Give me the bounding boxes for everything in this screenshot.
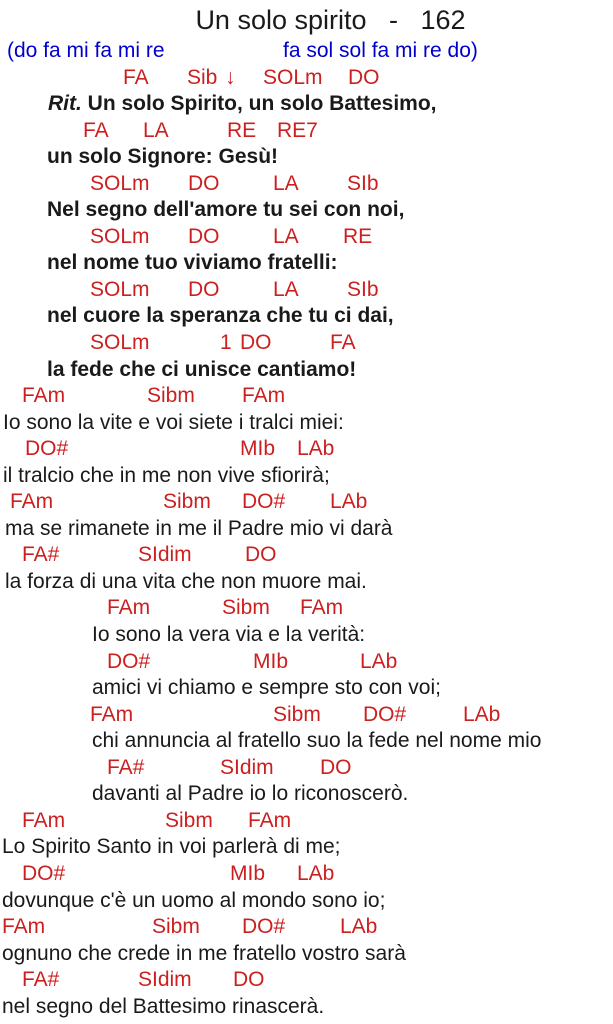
chord-token: DO xyxy=(188,277,220,301)
chord-token: FAm xyxy=(90,702,134,726)
chord-line xyxy=(0,118,613,145)
chord-line xyxy=(0,489,613,516)
lyric-line xyxy=(0,888,613,915)
chord-line xyxy=(0,861,613,888)
chord-line xyxy=(0,171,613,198)
chord-token: LAb xyxy=(297,861,335,885)
lyric-text: nel cuore la speranza che tu ci dai, xyxy=(47,304,394,328)
chord-token: FAm xyxy=(2,915,46,939)
lyric-text: ognuno che crede in me fratello vostro sarà xyxy=(2,941,406,965)
chord-token: DO# xyxy=(242,915,286,939)
chord-token: FAm xyxy=(248,808,292,832)
lyric-line xyxy=(0,834,613,861)
chord-token: LA xyxy=(273,224,299,248)
lyric-text: Io sono la vite e voi siete i tralci miei: xyxy=(3,410,344,434)
lyric-text: nel segno del Battesimo rinascerà. xyxy=(2,994,325,1018)
chord-token: DO# xyxy=(22,861,66,885)
chord-token: Sibm xyxy=(163,490,211,514)
intro-solfege-line xyxy=(0,38,613,65)
chord-token: FAm xyxy=(22,384,66,408)
lyric-line xyxy=(0,569,613,596)
chord-token: SOLm xyxy=(90,277,150,301)
lyric-line xyxy=(0,728,613,755)
chord-token: FA# xyxy=(22,543,60,567)
chord-token: SIdim xyxy=(138,543,192,567)
chord-token: FAm xyxy=(10,490,54,514)
lyric-text: nel nome tuo viviamo fratelli: xyxy=(47,251,338,275)
lyric-line xyxy=(0,357,613,384)
chord-token: DO# xyxy=(25,437,69,461)
chord-token: Sibm xyxy=(222,596,270,620)
chord-line xyxy=(0,595,613,622)
chord-token: LA xyxy=(143,118,169,142)
chord-token: DO xyxy=(188,224,220,248)
chord-token: DO# xyxy=(242,490,286,514)
chord-token: FA xyxy=(123,65,149,89)
chord-token: RE xyxy=(227,118,257,142)
chord-token: RE xyxy=(343,224,373,248)
chord-token: MIb xyxy=(230,861,266,885)
chord-token: SIb xyxy=(347,277,379,301)
lyric-line xyxy=(0,994,613,1021)
lyric-text: chi annuncia al fratello suo la fede nel nome mio xyxy=(92,729,542,753)
chord-token: DO xyxy=(240,331,272,355)
chord-line xyxy=(0,277,613,304)
chord-token: DO xyxy=(245,543,277,567)
lyric-text: un solo Signore: Gesù! xyxy=(47,145,279,169)
chord-line xyxy=(0,649,613,676)
chord-token: SIb xyxy=(347,171,379,195)
chord-token: SIdim xyxy=(138,968,192,992)
chord-token: MIb xyxy=(253,649,289,673)
lyric-text: Lo Spirito Santo in voi parlerà di me; xyxy=(2,835,341,859)
chord-token: MIb xyxy=(240,437,276,461)
chord-line xyxy=(0,330,613,357)
chord-token: FAm xyxy=(300,596,344,620)
chord-token: LAb xyxy=(330,490,368,514)
lyric-line xyxy=(0,941,613,968)
chord-token: DO# xyxy=(363,702,407,726)
lyric-line xyxy=(0,622,613,649)
lyric-line xyxy=(0,144,613,171)
chord-token: FA xyxy=(330,331,356,355)
chord-line xyxy=(0,542,613,569)
lyric-text: Nel segno dell'amore tu sei con noi, xyxy=(47,198,405,222)
lyric-line xyxy=(0,675,613,702)
chord-line xyxy=(0,914,613,941)
lyric-text: Io sono la vera via e la verità: xyxy=(92,623,366,647)
lyric-line xyxy=(0,410,613,437)
lyric-text: Un solo Spirito, un solo Battesimo, xyxy=(81,92,437,116)
chord-token: DO xyxy=(320,755,352,779)
chord-line xyxy=(0,65,613,92)
lyric-line xyxy=(0,91,613,118)
chord-token: Sibm xyxy=(152,915,200,939)
chord-token: Sibm xyxy=(273,702,321,726)
lyric-line xyxy=(0,781,613,808)
lyric-text: la forza di una vita che non muore mai. xyxy=(5,569,367,593)
lyric-line xyxy=(0,516,613,543)
lyric-text: davanti al Padre io lo riconoscerò. xyxy=(92,782,409,806)
chord-token: Sibm xyxy=(165,808,213,832)
song-title: Un solo spirito - 162 xyxy=(195,5,466,35)
chord-line xyxy=(0,224,613,251)
refrain-marker: Rit. xyxy=(48,92,82,116)
chord-token: Sib xyxy=(187,65,218,89)
chord-token: Sibm xyxy=(147,384,195,408)
chord-line xyxy=(0,383,613,410)
chord-line xyxy=(0,755,613,782)
solfege-token: (do fa mi fa mi re xyxy=(7,39,165,62)
chord-token: LA xyxy=(273,171,299,195)
chord-token: SOLm xyxy=(263,65,323,89)
chord-token: 1 xyxy=(220,331,232,355)
chord-line xyxy=(0,808,613,835)
chord-token: SOLm xyxy=(90,331,150,355)
lyric-line xyxy=(0,463,613,490)
chord-token: DO# xyxy=(107,649,151,673)
chord-token: SOLm xyxy=(90,171,150,195)
chord-token: FA xyxy=(83,118,109,142)
chord-token: DO xyxy=(348,65,380,89)
chord-token: FA# xyxy=(22,968,60,992)
lyric-text: dovunque c'è un uomo al mondo sono io; xyxy=(2,888,386,912)
chord-line xyxy=(0,967,613,994)
chord-token: DO xyxy=(188,171,220,195)
lyric-text: amici vi chiamo e sempre sto con voi; xyxy=(92,676,441,700)
chord-token: SIdim xyxy=(220,755,274,779)
chord-token: DO xyxy=(233,968,265,992)
chord-line xyxy=(0,702,613,729)
chord-line xyxy=(0,436,613,463)
lyric-text: la fede che ci unisce cantiamo! xyxy=(47,357,357,381)
lyric-line xyxy=(0,197,613,224)
lyric-line xyxy=(0,303,613,330)
chord-token: FAm xyxy=(107,596,151,620)
solfege-token: fa sol sol fa mi re do) xyxy=(283,39,478,62)
chord-token: LA xyxy=(273,277,299,301)
lyric-text: ma se rimanete in me il Padre mio vi darà xyxy=(5,516,393,540)
chord-token: FAm xyxy=(22,808,66,832)
chord-token: FA# xyxy=(107,755,145,779)
down-arrow-icon: ↓ xyxy=(225,65,236,89)
chord-token: FAm xyxy=(242,384,286,408)
lyric-line xyxy=(0,250,613,277)
song-lines xyxy=(0,38,613,1020)
chord-token: LAb xyxy=(297,437,335,461)
lyric-text: il tralcio che in me non vive sfiorirà; xyxy=(3,463,330,487)
chord-token: SOLm xyxy=(90,224,150,248)
chord-token: LAb xyxy=(463,702,501,726)
chord-token: LAb xyxy=(360,649,398,673)
chord-token: LAb xyxy=(340,915,378,939)
chord-token: RE7 xyxy=(277,118,318,142)
